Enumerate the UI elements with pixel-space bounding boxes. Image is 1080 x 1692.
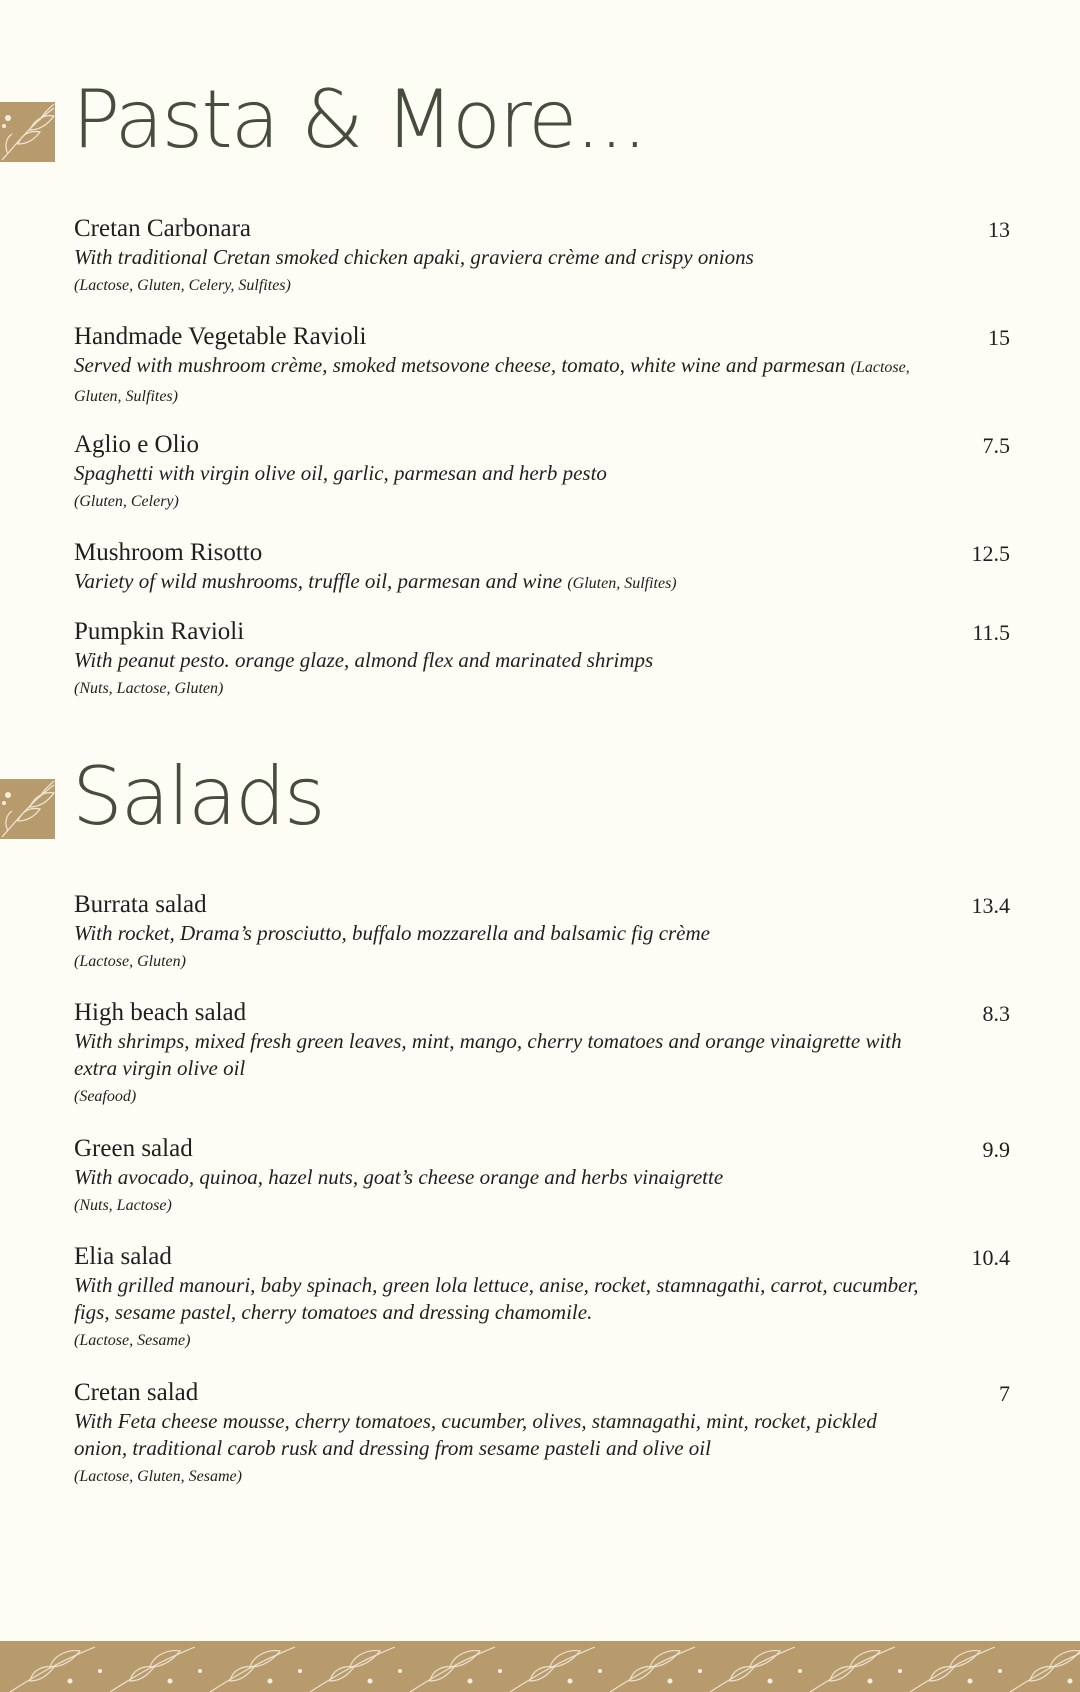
item-allergens: (Gluten, Sulfites) xyxy=(567,575,677,592)
item-description: With traditional Cretan smoked chicken apaki, graviera crème and crispy onions xyxy=(74,245,754,269)
item-allergens: (Nuts, Lactose) xyxy=(74,1197,172,1214)
leaf-ornament-icon xyxy=(0,779,55,839)
item-description-text: Variety of wild mushrooms, truffle oil, parmesan and wine xyxy=(74,569,563,593)
item-name: Green salad xyxy=(74,1135,193,1162)
item-description: Spaghetti with virgin olive oil, garlic, parmesan and herb pesto xyxy=(74,461,607,485)
item-name: Aglio e Olio xyxy=(74,431,199,458)
item-price: 8.3 xyxy=(982,1001,1010,1026)
item-price: 9.9 xyxy=(982,1137,1010,1162)
menu-item xyxy=(74,617,1010,704)
menu-item xyxy=(74,214,1010,301)
leaf-ornament-icon xyxy=(0,102,55,162)
item-description: With avocado, quinoa, hazel nuts, goat’s cheese orange and herbs vinaigrette xyxy=(74,1165,724,1189)
section-header-pasta xyxy=(0,73,1080,172)
item-description xyxy=(74,352,934,410)
item-allergens: (Lactose, Gluten, Celery, Sulfites) xyxy=(74,277,291,294)
item-price: 10.4 xyxy=(971,1245,1010,1270)
item-name: Cretan Carbonara xyxy=(74,215,252,242)
item-allergens: (Lactose, Gluten, Sesame) xyxy=(74,1468,242,1485)
item-description: With rocket, Drama’s prosciutto, buffalo mozzarella and balsamic fig crème xyxy=(74,921,710,945)
menu-item xyxy=(74,1134,1010,1221)
item-description xyxy=(74,568,934,597)
item-name: Handmade Vegetable Ravioli xyxy=(74,323,367,350)
item-allergens: (Lactose, Sesame) xyxy=(74,1332,191,1349)
item-price: 7.5 xyxy=(982,433,1010,458)
menu-item xyxy=(74,1242,1010,1356)
menu-item xyxy=(74,538,1010,597)
section-title: Salads xyxy=(72,750,324,843)
item-name: Cretan salad xyxy=(74,1379,199,1406)
item-name: Elia salad xyxy=(74,1243,172,1270)
menu-item xyxy=(74,430,1010,517)
item-price: 11.5 xyxy=(972,620,1010,645)
item-price: 13.4 xyxy=(971,893,1010,918)
menu-item xyxy=(74,1378,1010,1492)
item-allergens: (Nuts, Lactose, Gluten) xyxy=(74,680,224,697)
item-name: Burrata salad xyxy=(74,891,207,918)
item-description: With peanut pesto. orange glaze, almond flex and marinated shrimps xyxy=(74,648,654,672)
item-name: Mushroom Risotto xyxy=(74,539,263,566)
item-description: With Feta cheese mousse, cherry tomatoes, cucumber, olives, stamnagathi, mint, rocket, pickled onion, traditional carob rusk and dressing from sesame pasteli and olive oil xyxy=(74,1409,877,1460)
section-header-salads xyxy=(0,750,1080,849)
item-price: 13 xyxy=(988,217,1010,242)
footer-leaf-pattern xyxy=(0,1641,1080,1692)
menu-item xyxy=(74,890,1010,977)
item-allergens: (Lactose, Gluten) xyxy=(74,953,186,970)
item-name: Pumpkin Ravioli xyxy=(74,618,245,645)
leaf-pattern-icon xyxy=(0,1641,1080,1692)
item-allergens: (Lactose, Gluten, Sulfites) xyxy=(74,359,910,405)
item-price: 15 xyxy=(988,325,1010,350)
section-title: Pasta & More... xyxy=(72,73,646,166)
item-price: 12.5 xyxy=(971,541,1010,566)
item-allergens: (Gluten, Celery) xyxy=(74,493,179,510)
menu-item xyxy=(74,998,1010,1112)
item-price: 7 xyxy=(999,1381,1010,1406)
item-allergens: (Seafood) xyxy=(74,1088,137,1105)
item-description-text: Served with mushroom crème, smoked metsovone cheese, tomato, white wine and parmesan xyxy=(74,353,846,377)
item-description: With shrimps, mixed fresh green leaves, mint, mango, cherry tomatoes and orange vinaigrette with extra virgin olive oil xyxy=(74,1029,902,1080)
item-name: High beach salad xyxy=(74,999,247,1026)
menu-item xyxy=(74,322,1010,410)
item-description: With grilled manouri, baby spinach, green lola lettuce, anise, rocket, stamnagathi, carrot, cucumber, figs, sesame pastel, cherry tomatoes and dressing chamomile. xyxy=(74,1273,919,1324)
